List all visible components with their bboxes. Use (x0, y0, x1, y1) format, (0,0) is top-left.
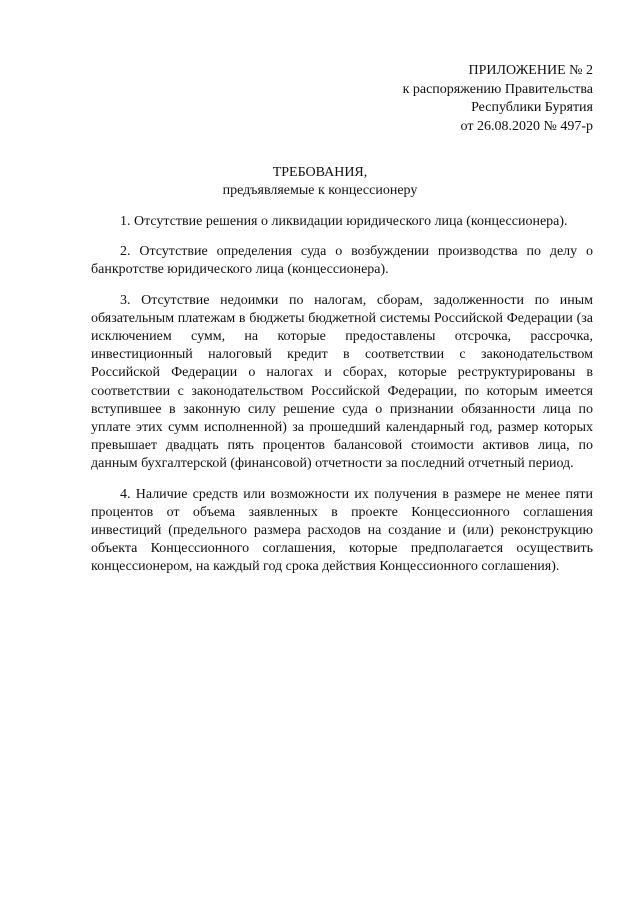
requirements-list (91, 213, 593, 589)
appendix-authority: Республики Бурятия (471, 100, 593, 115)
appendix-date-number: от 26.08.2020 № 497-р (460, 118, 593, 134)
requirement-paragraph-3: 3. Отсутствие недоимки по налогам, сборам, задолженности по иным обязательным платежам в бюджеты бюджетной системы Российской Федерации (за исключением сумм, на которые предоставлены отсрочка, рассрочка, инвестиционный налоговый кредит в соответствии с законодательством Российской Федерации о налогах и сборах, которые реструктурированы в соответствии с законодательством Российской Федерации, по которым имеется вступившее в законную силу решение суда о признании обязанности лица по уплате этих сумм исполненной) за прошедший календарный год, размер которых превышает двадцать пять процентов балансовой стоимости активов лица, по данным бухгалтерской (финансовой) отчетности за последний отчетный период. (91, 292, 593, 472)
appendix-header (403, 62, 593, 136)
requirement-paragraph-2: 2. Отсутствие определения суда о возбуждении производства по делу о банкротстве юридического лица (концессионера). (91, 244, 593, 278)
requirement-paragraph-4: 4. Наличие средств или возможности их получения в размере не менее пяти процентов от объема заявленных в проекте Концессионного соглашения инвестиций (предельного размера расходов на создание и (или) реконструкцию объекта Концессионного соглашения, которые предполагается осуществить концессионером, на каждый год срока действия Концессионного соглашения). (91, 486, 593, 575)
document-title: ТРЕБОВАНИЯ, (272, 165, 368, 180)
appendix-number: ПРИЛОЖЕНИЕ № 2 (468, 63, 593, 78)
appendix-reference: к распоряжению Правительства (402, 81, 593, 97)
requirement-paragraph-1: 1. Отсутствие решения о ликвидации юридического лица (концессионера). (120, 214, 568, 229)
document-subtitle: предъявляемые к концессионеру (222, 183, 418, 198)
document-heading (0, 164, 640, 200)
